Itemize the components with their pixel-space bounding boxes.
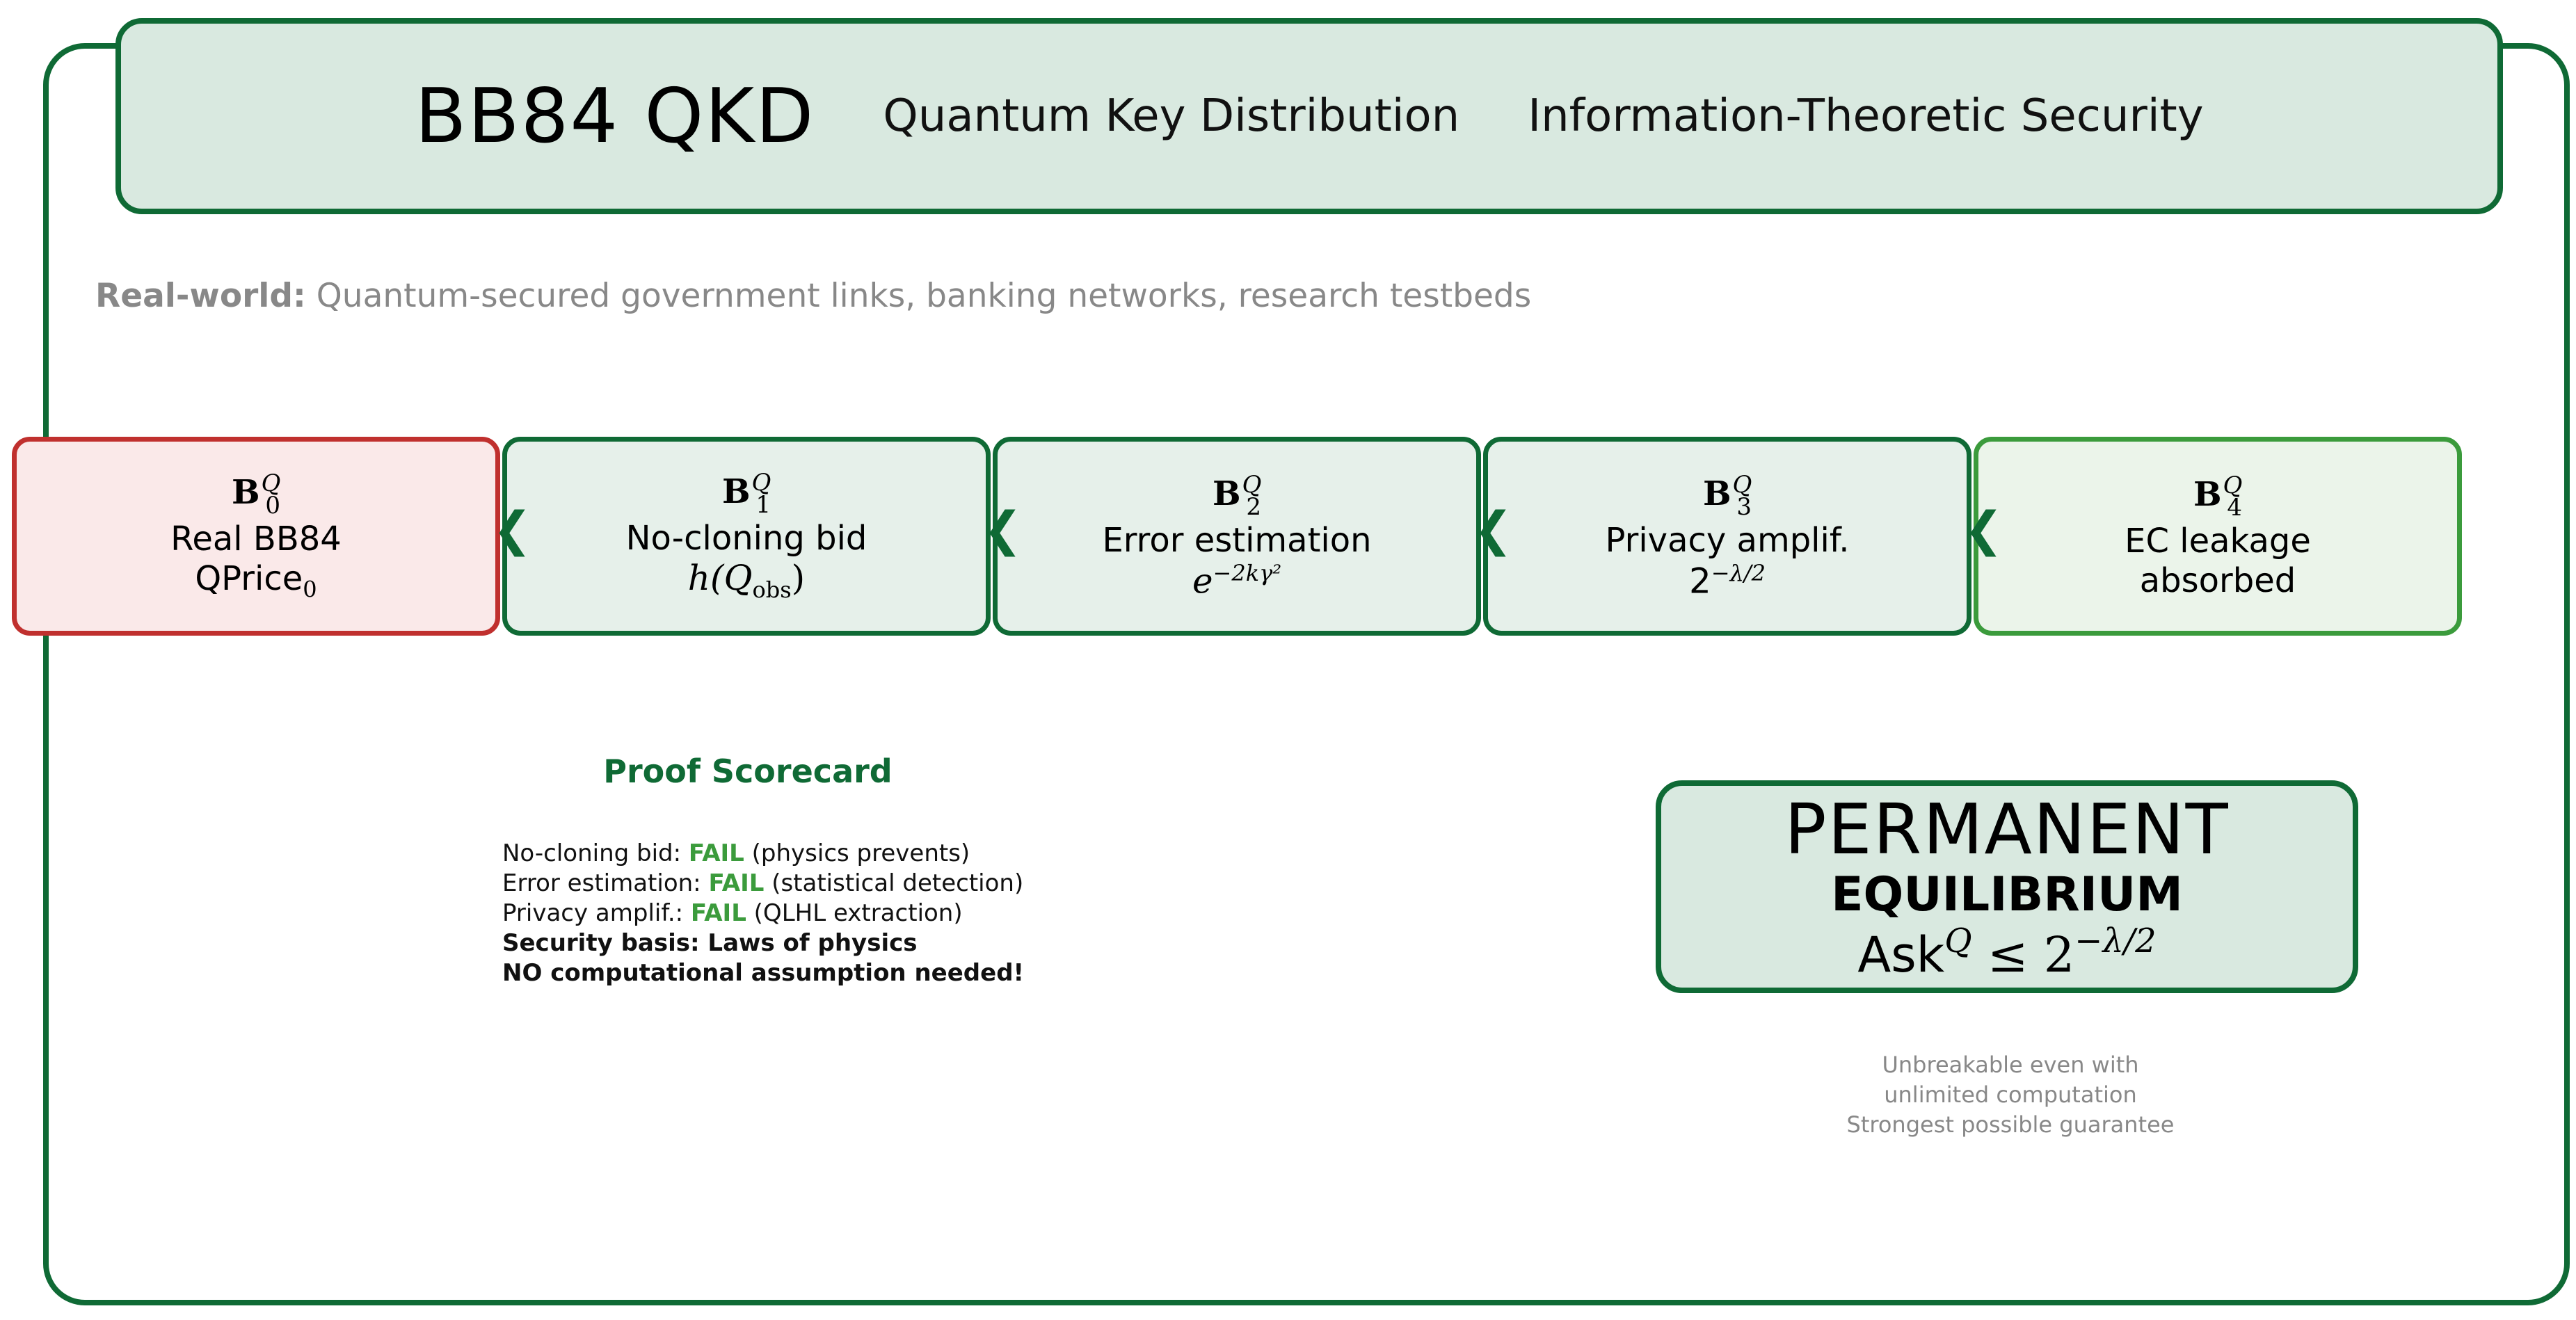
stage-b4-ec-leakage <box>1974 437 2462 636</box>
real-world-caption <box>95 277 1531 315</box>
scorecard-row-privacy-amplification: Privacy amplif.: FAIL (QLHL extraction) <box>502 899 963 927</box>
stage-b2-error-estimation <box>993 437 1481 636</box>
header-subtitle-distribution: Quantum Key Distribution <box>883 90 1460 142</box>
scorecard-security-basis: Security basis: Laws of physics <box>502 929 918 957</box>
stage-b1-formula: $h(Q_{obs})$ <box>687 558 806 604</box>
equilibrium-note-1: Unbreakable even with <box>1882 1052 2139 1078</box>
arrow-b1-to-b0-icon: ❮ <box>493 502 532 557</box>
stage-b3-formula: $2^{-\lambda/2}$ <box>1688 559 1766 602</box>
real-world-text: Quantum-secured government links, banking networks, research testbeds <box>316 277 1532 315</box>
stage-b2-title: Error estimation <box>1102 520 1372 560</box>
arrow-b2-to-b1-icon: ❮ <box>983 502 1023 557</box>
stage-b4-label: $B^Q_4$ <box>2193 472 2243 522</box>
stage-b2-label: $B^Q_2$ <box>1212 470 1262 521</box>
equilibrium-note-3: Strongest possible guarantee <box>1846 1111 2175 1138</box>
equilibrium-note-2: unlimited computation <box>1884 1081 2137 1108</box>
stage-b4-title: EC leakage <box>2125 522 2311 561</box>
scorecard-row-no-cloning: No-cloning bid: FAIL (physics prevents) <box>502 839 970 867</box>
stage-b1-no-cloning <box>502 437 991 636</box>
arrow-b4-to-b3-icon: ❮ <box>1964 502 2003 557</box>
stage-b2-formula: $e^{-2k\gamma^2}$ <box>1192 559 1282 602</box>
stage-b1-label: $B^Q_1$ <box>721 468 771 519</box>
header-title: BB84 QKD <box>415 72 815 160</box>
permanent-equilibrium-box <box>1656 780 2358 993</box>
stage-b0-real-bb84 <box>12 437 500 636</box>
equilibrium-title-equilibrium: EQUILIBRIUM <box>1831 867 2183 922</box>
proof-scorecard-list <box>502 839 1024 988</box>
real-world-label: Real-world: <box>95 277 306 315</box>
stage-b4-subtitle: absorbed <box>2139 561 2296 601</box>
stage-b1-title: No-cloning bid <box>625 518 867 558</box>
stage-b0-title: Real BB84 <box>170 520 342 559</box>
stage-b0-label: $B^Q_0$ <box>231 469 281 520</box>
equilibrium-title-permanent: PERMANENT <box>1784 788 2230 870</box>
stage-b3-label: $B^Q_3$ <box>1702 470 1752 521</box>
stage-b3-privacy-amplification <box>1483 437 1971 636</box>
stage-b3-title: Privacy amplif. <box>1605 520 1850 560</box>
scorecard-row-error-estimation: Error estimation: FAIL (statistical detection) <box>502 869 1024 897</box>
equilibrium-notes <box>1774 1050 2247 1140</box>
proof-scorecard-title: Proof Scorecard <box>603 752 893 790</box>
stage-b0-formula: QPrice$_0$ <box>195 558 317 603</box>
header-subtitle-security: Information-Theoretic Security <box>1528 90 2204 142</box>
header-banner <box>115 18 2503 214</box>
arrow-b3-to-b2-icon: ❮ <box>1473 502 1513 557</box>
equilibrium-ask-bound: $Ask^Q \le 2^{-\lambda/2}$ <box>1857 921 2157 983</box>
scorecard-no-assumption: NO computational assumption needed! <box>502 959 1025 987</box>
